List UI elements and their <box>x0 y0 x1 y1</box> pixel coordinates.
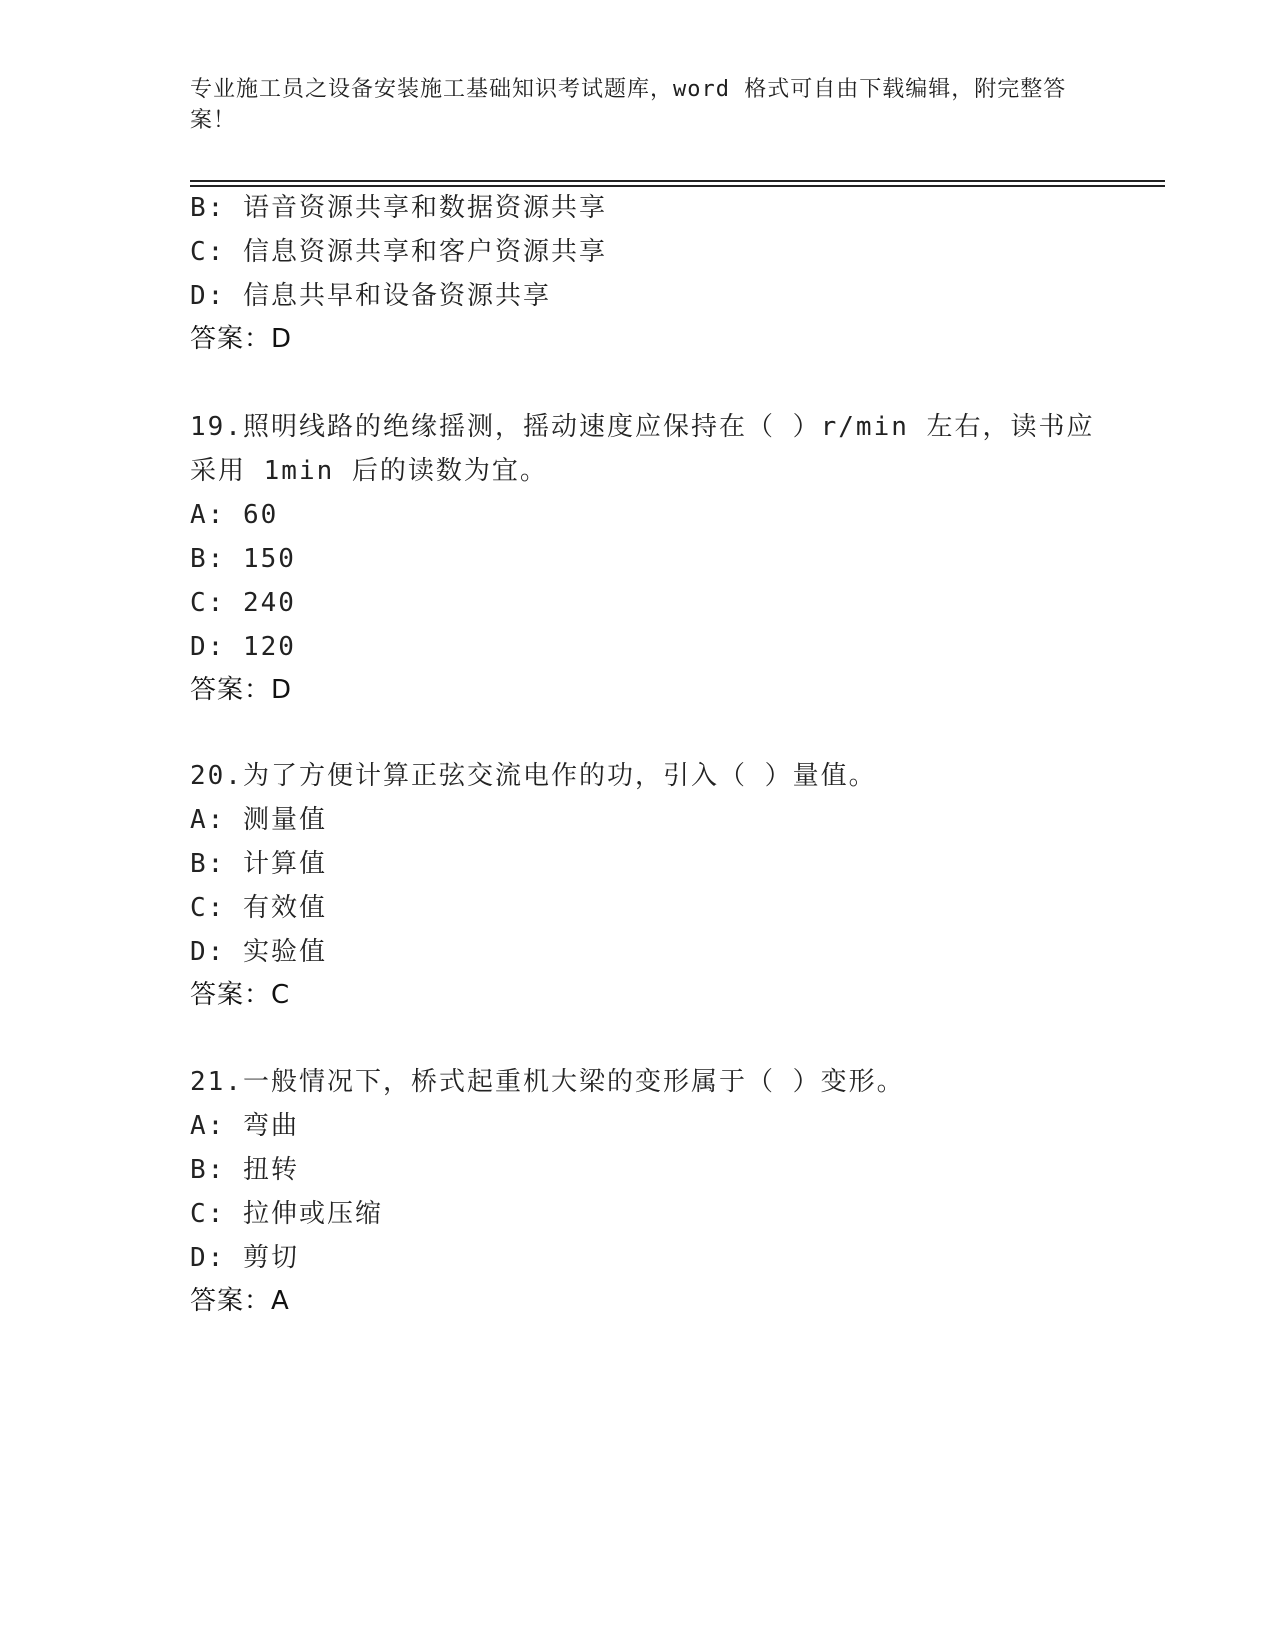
q19-option-b: B: 150 <box>190 544 296 574</box>
q20-answer: 答案：C <box>190 980 291 1010</box>
prev-option-c: C: 信息资源共享和客户资源共享 <box>190 237 607 267</box>
prev-answer: 答案：D <box>190 324 293 354</box>
header-divider-bottom <box>190 185 1165 187</box>
q20-option-d: D: 实验值 <box>190 937 327 967</box>
prev-option-d: D: 信息共早和设备资源共享 <box>190 281 551 311</box>
q20-option-a: A: 测量值 <box>190 805 327 835</box>
header-divider-top <box>190 180 1165 182</box>
q19-option-d: D: 120 <box>190 632 296 662</box>
document-header: 专业施工员之设备安装施工基础知识考试题库，word 格式可自由下载编辑，附完整答案！ <box>190 77 1067 133</box>
q21-option-b: B: 扭转 <box>190 1155 299 1185</box>
q21-answer: 答案：A <box>190 1286 290 1316</box>
q21-option-d: D: 剪切 <box>190 1243 299 1273</box>
q21-option-c: C: 拉伸或压缩 <box>190 1199 383 1229</box>
q20-stem: 20.为了方便计算正弦交流电作的功，引入（ ）量值。 <box>190 761 877 791</box>
q21-option-a: A: 弯曲 <box>190 1111 299 1141</box>
q19-stem-line1: 19.照明线路的绝缘摇测，摇动速度应保持在（ ）r/min 左右，读书应 <box>190 412 1095 442</box>
q21-stem: 21.一般情况下，桥式起重机大梁的变形属于（ ）变形。 <box>190 1067 905 1097</box>
q19-option-a: A: 60 <box>190 500 279 530</box>
q19-option-c: C: 240 <box>190 588 296 618</box>
q19-stem-line2: 采用 1min 后的读数为宜。 <box>190 456 548 486</box>
q19-answer: 答案：D <box>190 675 293 705</box>
q20-option-b: B: 计算值 <box>190 849 327 879</box>
prev-option-b: B: 语音资源共享和数据资源共享 <box>190 193 607 223</box>
q20-option-c: C: 有效值 <box>190 893 327 923</box>
